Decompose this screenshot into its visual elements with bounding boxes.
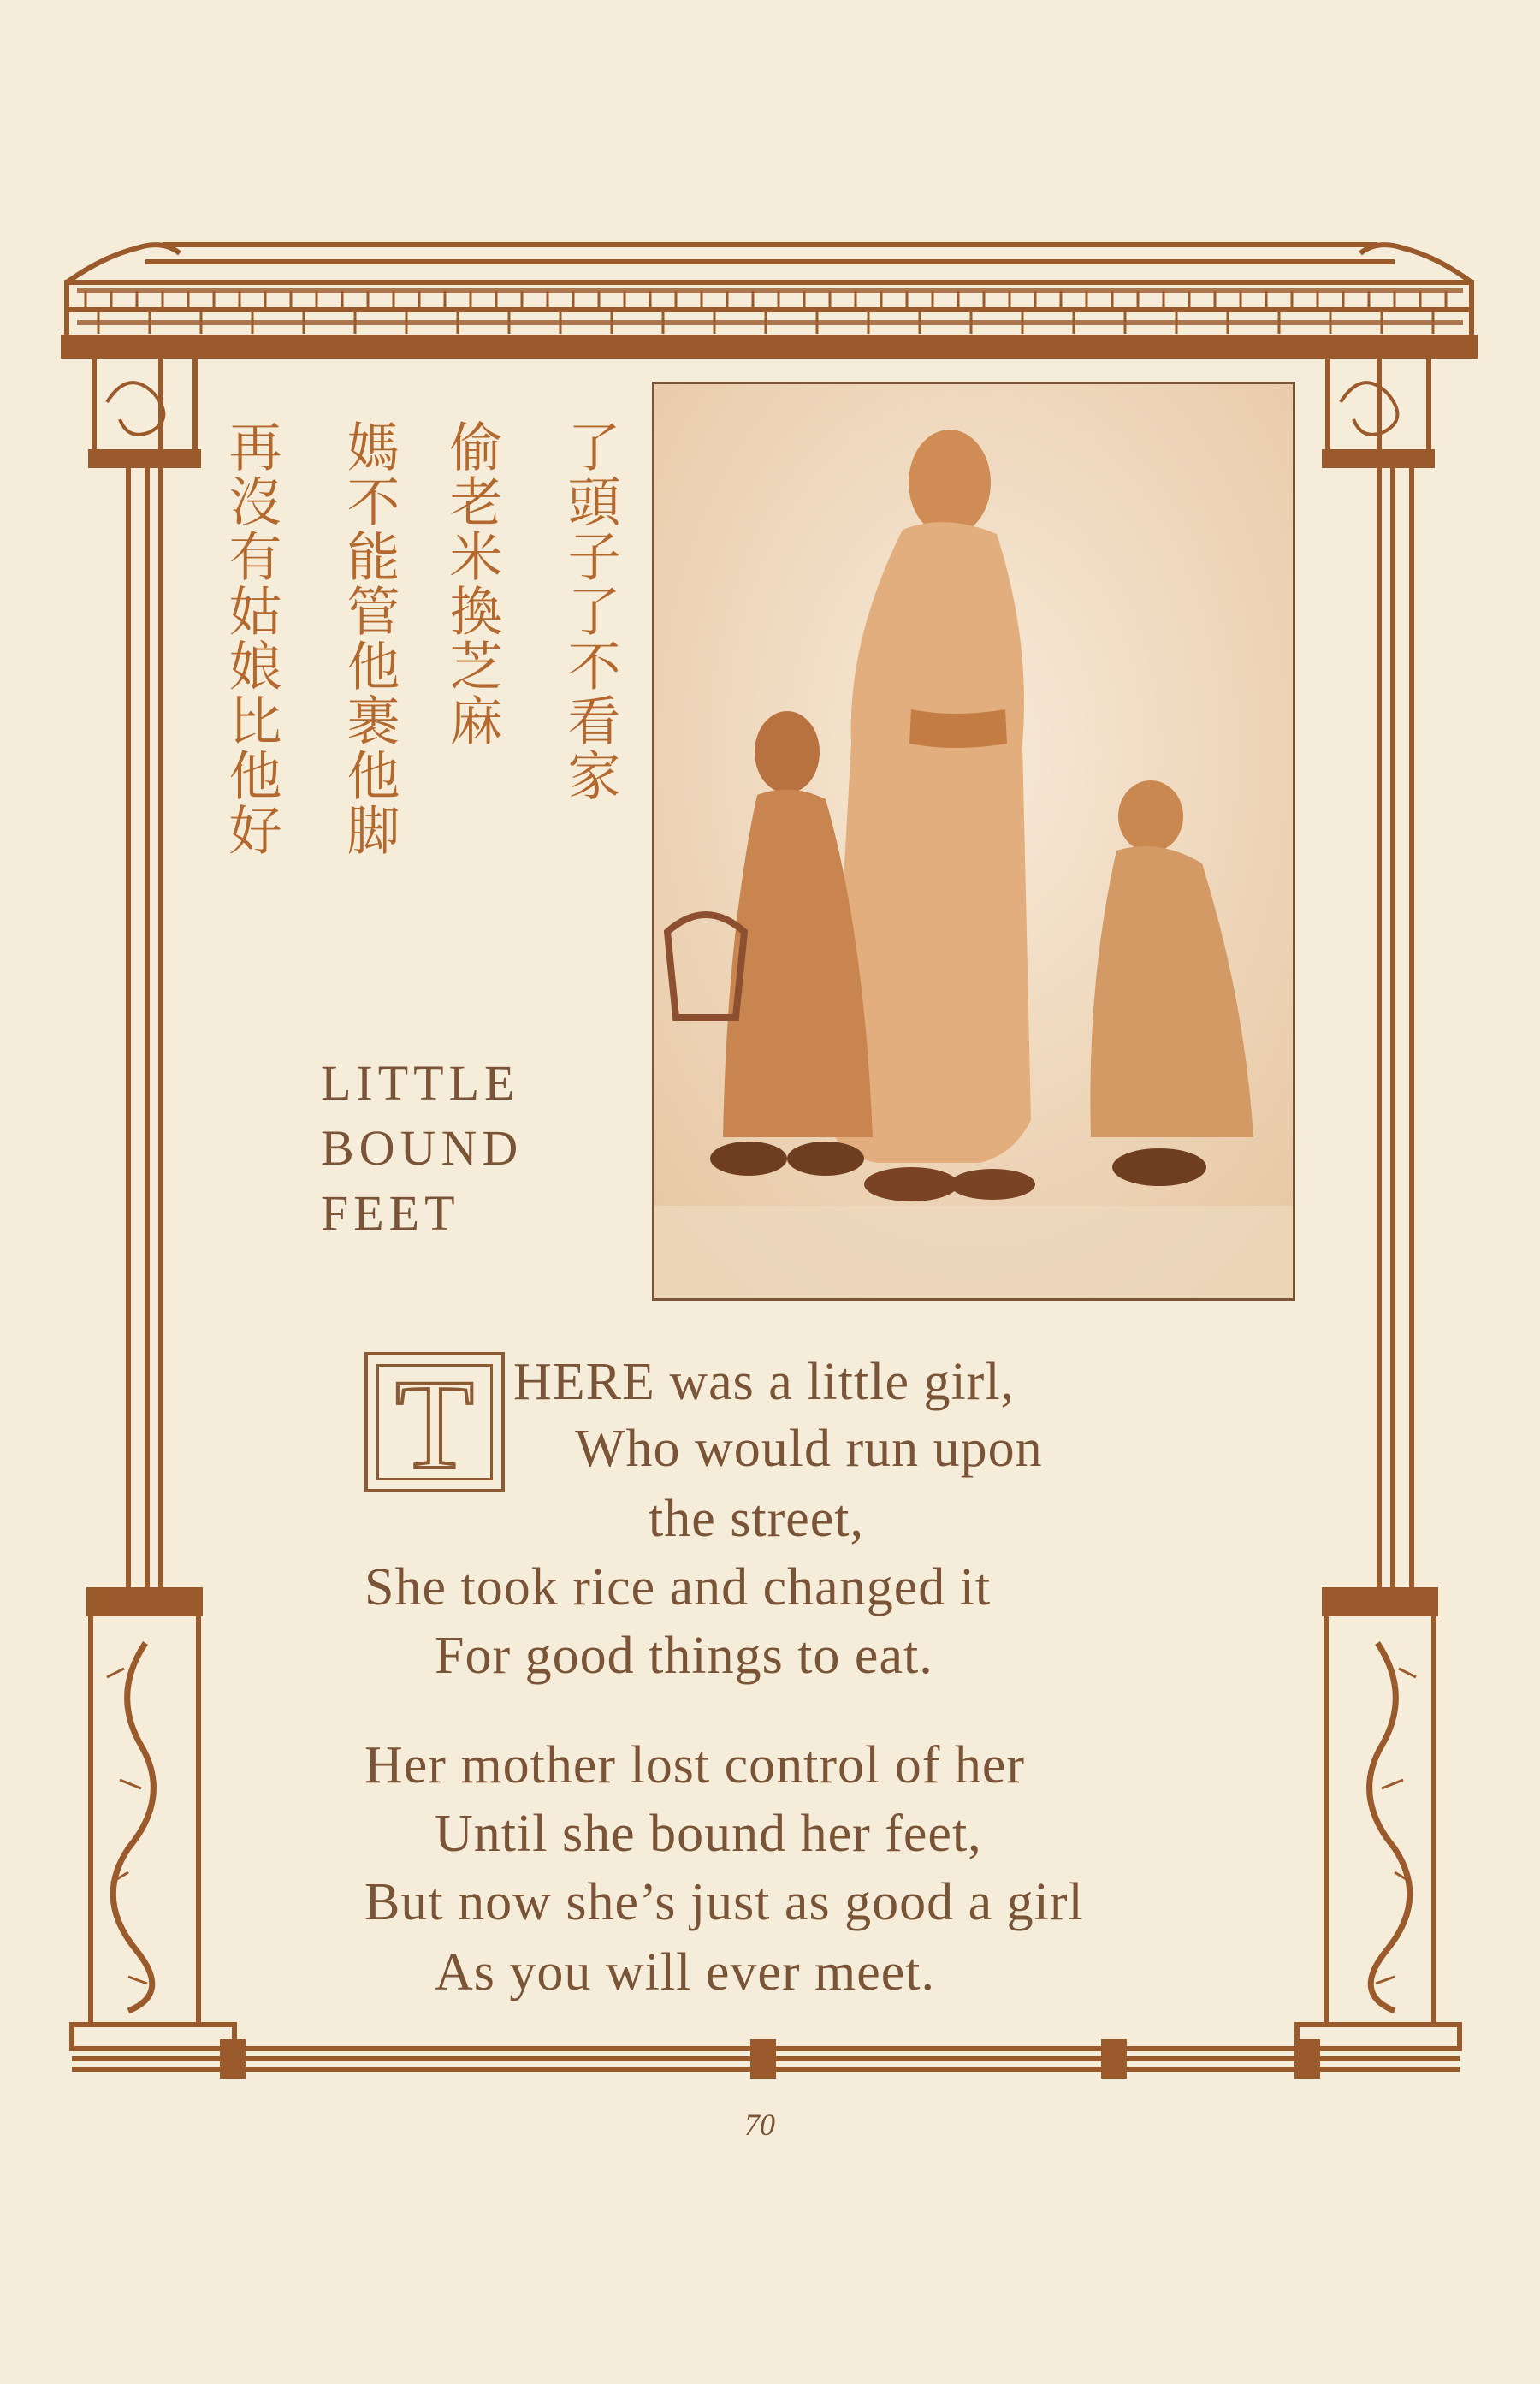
page-number: 70 xyxy=(744,2108,775,2142)
verse-line: She took rice and changed it xyxy=(364,1558,992,1616)
chinese-verse-column-4: 再沒有姑娘比他好 xyxy=(220,419,282,857)
verse-line: But now she’s just as good a girl xyxy=(364,1873,1084,1931)
photo-illustration xyxy=(654,384,1293,1298)
verse-line: Her mother lost control of her xyxy=(364,1736,1026,1794)
title-line: BOUND xyxy=(321,1120,524,1176)
verse-line: Until she bound her feet, xyxy=(435,1805,982,1863)
verse-line: HERE was a little girl, xyxy=(513,1353,1016,1411)
verse-line: Who would run upon xyxy=(575,1420,1043,1478)
drop-cap-letter: T xyxy=(376,1364,493,1480)
verse-line: the street, xyxy=(649,1490,865,1548)
drop-cap xyxy=(364,1352,505,1496)
title-line: LITTLE xyxy=(321,1055,520,1111)
verse-line: For good things to eat. xyxy=(435,1627,933,1685)
photograph xyxy=(652,382,1295,1301)
title-line: FEET xyxy=(321,1185,460,1241)
chinese-verse-column-2: 偷老米換芝麻 xyxy=(441,419,503,748)
chinese-verse-column-3: 媽不能管他裹他脚 xyxy=(338,419,400,857)
verse-line: As you will ever meet. xyxy=(435,1943,936,2001)
poem-title xyxy=(321,1051,523,1246)
chinese-verse-column-1: 了頭子了不看家 xyxy=(559,419,621,803)
